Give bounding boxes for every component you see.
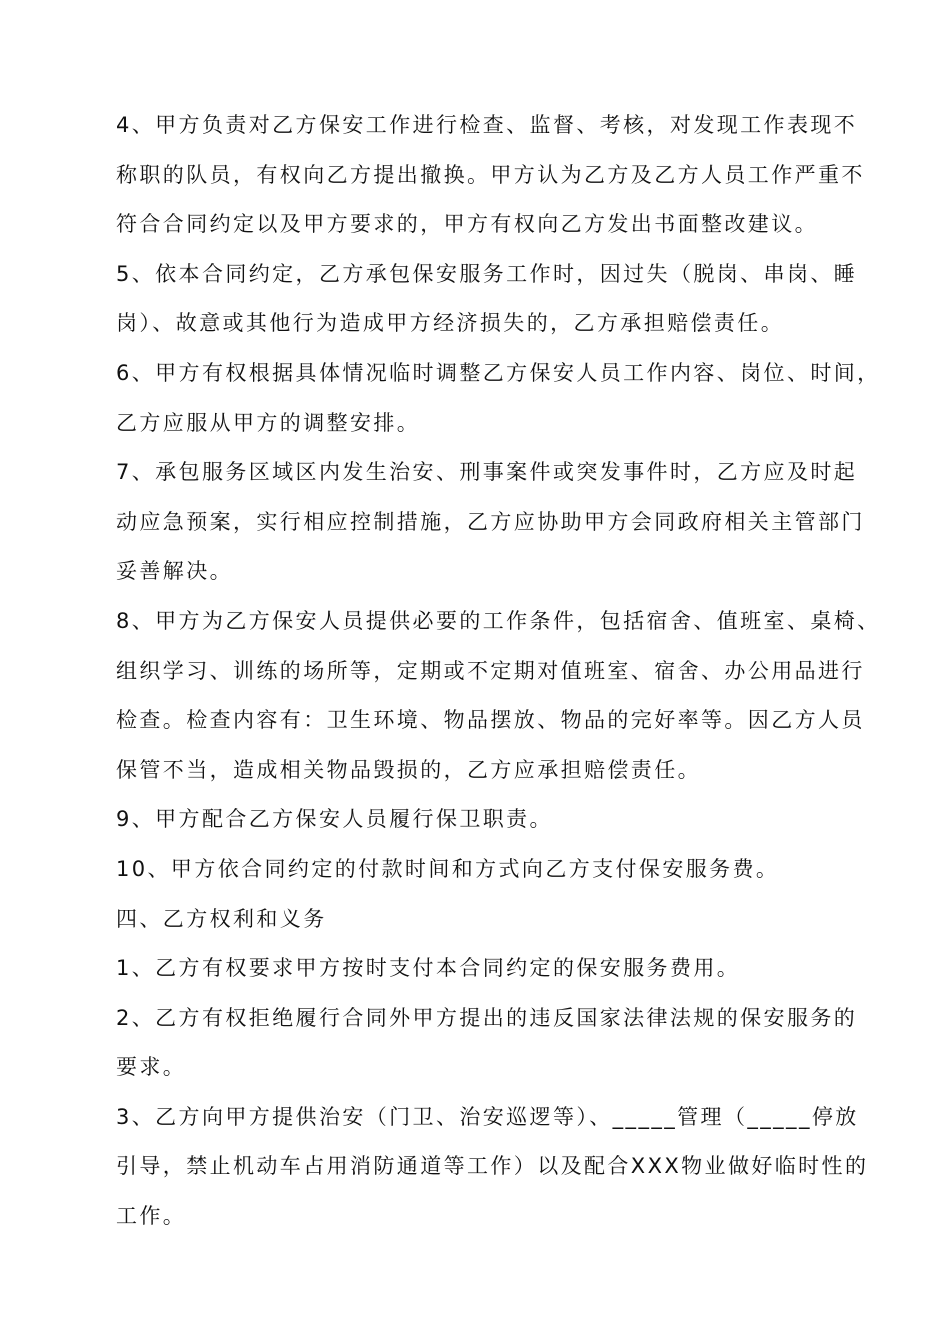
text-line: 动应急预案，实行相应控制措施，乙方应协助甲方会同政府相关主管部门 — [116, 509, 865, 534]
text-line: 岗）、故意或其他行为造成甲方经济损失的，乙方承担赔偿责任。 — [116, 311, 785, 336]
text-line: 引导，禁止机动车占用消防通道等工作）以及配合XXX物业做好临时性的 — [116, 1154, 869, 1179]
text-line: 工作。 — [116, 1204, 187, 1229]
text-line: 妥善解决。 — [116, 559, 233, 584]
text-line: 7、承包服务区域区内发生治安、刑事案件或突发事件时，乙方应及时起 — [116, 460, 858, 485]
text-line: 称职的队员，有权向乙方提出撤换。甲方认为乙方及乙方人员工作严重不 — [116, 162, 865, 187]
text-line: 5、依本合同约定，乙方承包保安服务工作时，因过失（脱岗、串岗、睡 — [116, 261, 858, 286]
text-line: 6、甲方有权根据具体情况临时调整乙方保安人员工作内容、岗位、时间， — [116, 360, 881, 385]
text-line: 9、甲方配合乙方保安人员履行保卫职责。 — [116, 807, 553, 832]
text-line: 10、甲方依合同约定的付款时间和方式向乙方支付保安服务费。 — [116, 856, 780, 881]
text-line: 2、乙方有权拒绝履行合同外甲方提出的违反国家法律法规的保安服务的 — [116, 1005, 858, 1030]
text-line: 3、乙方向甲方提供治安（门卫、治安巡逻等）、_____管理（_____停放 — [116, 1104, 859, 1129]
text-line: 乙方应服从甲方的调整安排。 — [116, 410, 421, 435]
text-line: 符合合同约定以及甲方要求的，甲方有权向乙方发出书面整改建议。 — [116, 212, 818, 237]
text-line: 要求。 — [116, 1055, 187, 1080]
text-line: 检查。检查内容有：卫生环境、物品摆放、物品的完好率等。因乙方人员 — [116, 708, 865, 733]
text-line: 1、乙方有权要求甲方按时支付本合同约定的保安服务费用。 — [116, 956, 741, 981]
text-line: 保管不当，造成相关物品毁损的，乙方应承担赔偿责任。 — [116, 757, 701, 782]
text-line: 8、甲方为乙方保安人员提供必要的工作条件，包括宿舍、值班室、桌椅、 — [116, 608, 881, 633]
section-heading: 四、乙方权利和义务 — [116, 906, 327, 931]
text-line: 组织学习、训练的场所等，定期或不定期对值班室、宿舍、办公用品进行 — [116, 658, 865, 683]
contract-text-body — [116, 101, 881, 1242]
text-line: 4、甲方负责对乙方保安工作进行检查、监督、考核，对发现工作表现不 — [116, 113, 858, 137]
